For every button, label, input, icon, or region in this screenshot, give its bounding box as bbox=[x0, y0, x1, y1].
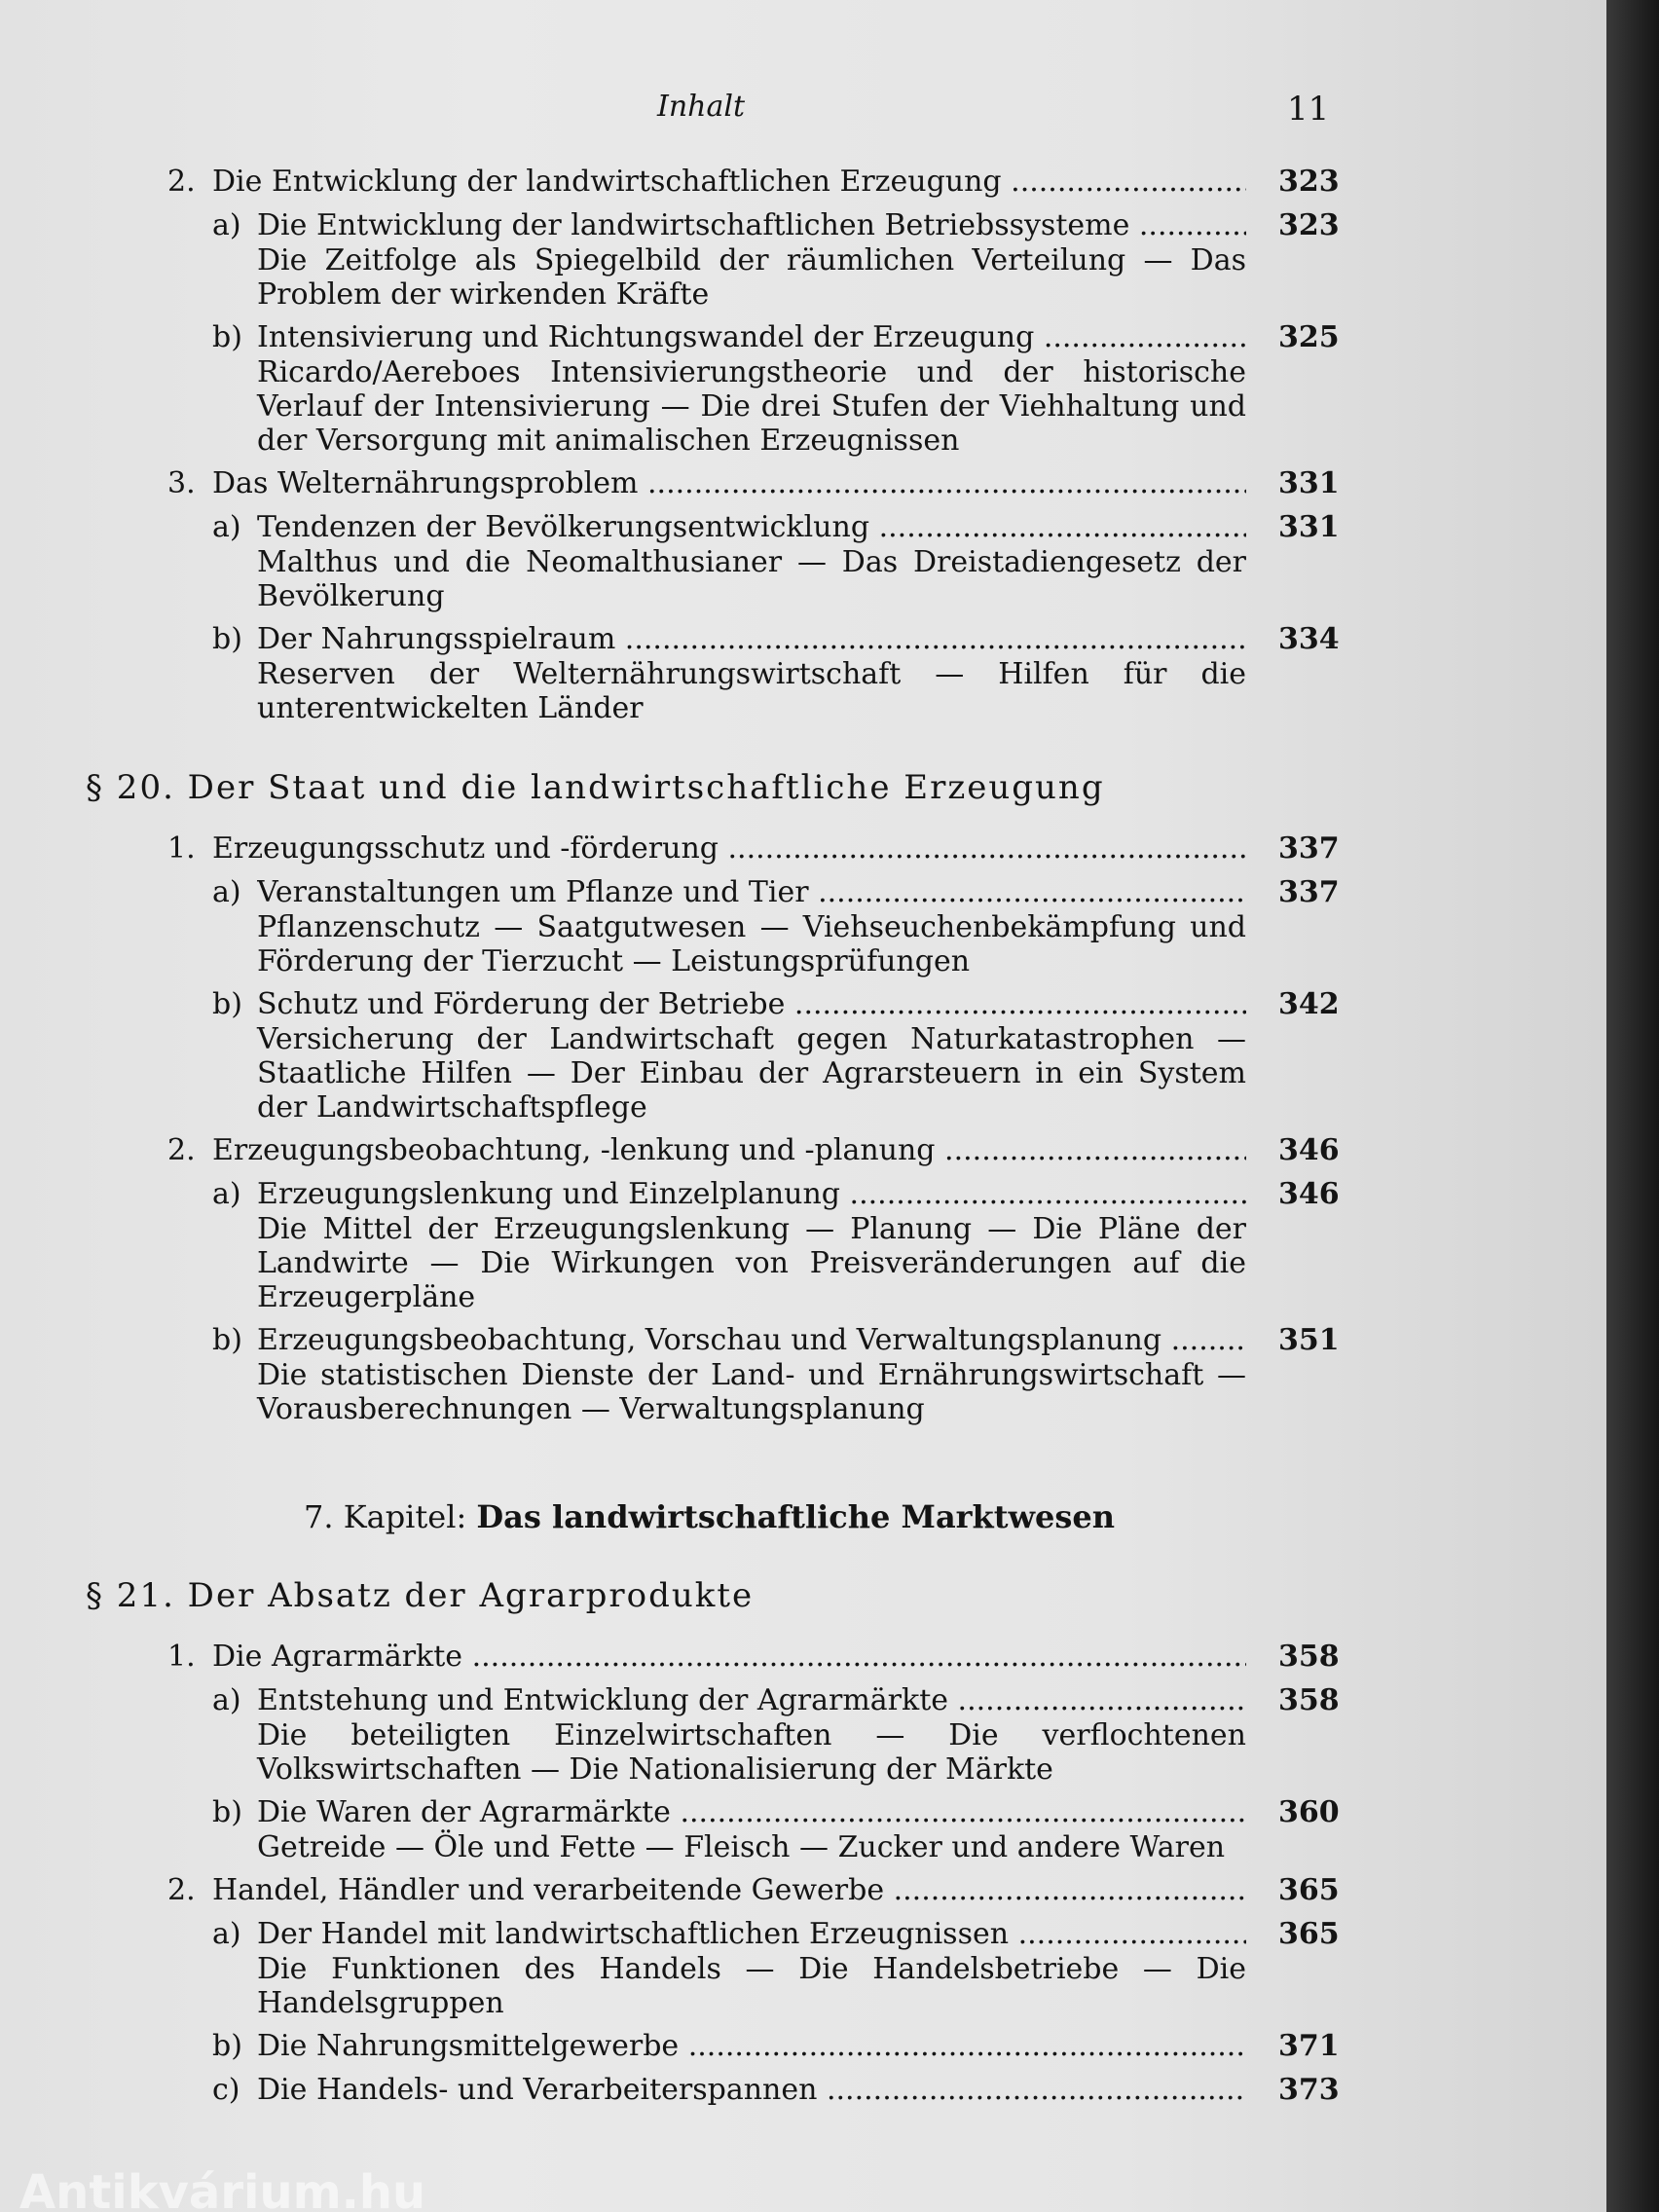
entry-title: Erzeugungsbeobachtung, Vorschau und Verwaltungsplanung ..... bbox=[257, 1322, 1246, 1358]
entry-page: 337 bbox=[1278, 831, 1340, 866]
entry-page: 365 bbox=[1278, 1917, 1340, 1951]
toc-entry bbox=[0, 1639, 1606, 1675]
entry-number: 2. bbox=[167, 1873, 196, 1907]
entry-number: a) bbox=[212, 208, 241, 242]
entry-description: Reserven der Welternährungswirtschaft — Hilfen für die unterentwickelten Länder bbox=[257, 657, 1246, 725]
entry-title: Erzeugungslenkung und Einzelplanung ..... bbox=[257, 1176, 1246, 1212]
entry-number: 2. bbox=[167, 1133, 196, 1167]
toc-entry bbox=[0, 164, 1606, 200]
entry-title: Das Welternährungsproblem ..... bbox=[212, 465, 1246, 501]
entry-title: Intensivierung und Richtungswandel der Erzeugung ..... bbox=[257, 319, 1246, 355]
entry-title: Entstehung und Entwicklung der Agrarmärkte ..... bbox=[257, 1682, 1246, 1718]
entry-title: Die Entwicklung der landwirtschaftlichen Erzeugung ..... bbox=[212, 164, 1246, 200]
entry-title: Die Handels- und Verarbeiterspannen ..... bbox=[257, 2072, 1246, 2108]
entry-page: 351 bbox=[1278, 1323, 1340, 1357]
entry-page: 334 bbox=[1278, 622, 1340, 656]
chapter-title: Das landwirtschaftliche Marktwesen bbox=[476, 1498, 1116, 1535]
chapter-heading bbox=[304, 1493, 1606, 1541]
entry-title: Die Nahrungsmittelgewerbe ..... bbox=[257, 2028, 1246, 2064]
entry-description: Getreide — Öle und Fette — Fleisch — Zucker und andere Waren bbox=[257, 1830, 1226, 1864]
entry-number: c) bbox=[212, 2073, 240, 2107]
toc-subentry bbox=[0, 2072, 1606, 2108]
entry-description: Die statistischen Dienste der Land- und Ernährungswirtschaft — Vorausberechnungen — Verwaltungsplanung bbox=[257, 1358, 1246, 1426]
chapter-label: 7. Kapitel: bbox=[304, 1498, 467, 1535]
toc-entry bbox=[0, 1132, 1606, 1168]
entry-page: 346 bbox=[1278, 1177, 1340, 1211]
section-heading: § 21. Der Absatz der Agrarprodukte bbox=[86, 1576, 755, 1615]
entry-page: 358 bbox=[1278, 1640, 1340, 1674]
entry-number: a) bbox=[212, 1177, 241, 1211]
running-title: Inhalt bbox=[657, 90, 746, 124]
entry-title: Der Nahrungsspielraum ..... bbox=[257, 621, 1246, 657]
toc-subentry bbox=[0, 1682, 1606, 1718]
entry-number: a) bbox=[212, 1917, 241, 1951]
toc-subentry bbox=[0, 1322, 1606, 1358]
entry-page: 360 bbox=[1278, 1795, 1340, 1829]
toc-subentry bbox=[0, 1176, 1606, 1212]
entry-description: Versicherung der Landwirtschaft gegen Naturkatastrophen — Staatliche Hilfen — Der Einbau der Agrarsteuern in ein System der Landwirtschaftspflege bbox=[257, 1022, 1246, 1124]
entry-title: Handel, Händler und verarbeitende Gewerbe ..... bbox=[212, 1872, 1246, 1908]
entry-description: Die Mittel der Erzeugungslenkung — Planung — Die Pläne der Landwirte — Die Wirkungen von Preisveränderungen auf die Erzeugerpläne bbox=[257, 1212, 1246, 1314]
toc-subentry bbox=[0, 986, 1606, 1022]
entry-page: 365 bbox=[1278, 1873, 1340, 1907]
entry-page: 325 bbox=[1278, 320, 1340, 354]
book-spine-shadow bbox=[1606, 0, 1659, 2212]
toc-entry bbox=[0, 830, 1606, 866]
entry-title: Schutz und Förderung der Betriebe ..... bbox=[257, 986, 1246, 1022]
entry-number: 2. bbox=[167, 165, 196, 199]
toc-subentry bbox=[0, 1794, 1606, 1830]
entry-title: Erzeugungsbeobachtung, -lenkung und -planung ..... bbox=[212, 1132, 1246, 1168]
page-number: 11 bbox=[1287, 90, 1330, 129]
entry-description: Ricardo/Aereboes Intensivierungstheorie und der historische Verlauf der Intensivierung — Die drei Stufen der Viehhaltung und der Versorgung mit animalischen Erzeugnissen bbox=[257, 355, 1246, 458]
entry-page: 358 bbox=[1278, 1683, 1340, 1717]
toc-entry bbox=[0, 465, 1606, 501]
entry-number: b) bbox=[212, 1795, 242, 1829]
entry-description: Pflanzenschutz — Saatgutwesen — Viehseuchenbekämpfung und Förderung der Tierzucht — Leistungsprüfungen bbox=[257, 910, 1246, 978]
entry-page: 323 bbox=[1278, 165, 1340, 199]
entry-page: 346 bbox=[1278, 1133, 1340, 1167]
entry-page: 337 bbox=[1278, 875, 1340, 909]
entry-number: 3. bbox=[167, 466, 196, 500]
entry-page: 331 bbox=[1278, 510, 1340, 544]
entry-number: b) bbox=[212, 1323, 242, 1357]
entry-number: b) bbox=[212, 320, 242, 354]
toc-entry bbox=[0, 1872, 1606, 1908]
entry-title: Die Agrarmärkte ..... bbox=[212, 1639, 1246, 1675]
entry-title: Die Waren der Agrarmärkte ..... bbox=[257, 1794, 1246, 1830]
entry-page: 342 bbox=[1278, 987, 1340, 1021]
entry-number: b) bbox=[212, 2029, 242, 2063]
toc-subentry bbox=[0, 207, 1606, 243]
entry-description: Malthus und die Neomalthusianer — Das Dreistadiengesetz der Bevölkerung bbox=[257, 545, 1246, 613]
entry-number: 1. bbox=[167, 1640, 196, 1674]
entry-description: Die beteiligten Einzelwirtschaften — Die verflochtenen Volkswirtschaften — Die Nationalisierung der Märkte bbox=[257, 1718, 1246, 1787]
entry-title: Der Handel mit landwirtschaftlichen Erzeugnissen ..... bbox=[257, 1916, 1246, 1952]
entry-title: Tendenzen der Bevölkerungsentwicklung ..... bbox=[257, 509, 1246, 545]
entry-page: 371 bbox=[1278, 2029, 1340, 2063]
entry-number: a) bbox=[212, 875, 241, 909]
entry-description: Die Funktionen des Handels — Die Handelsbetriebe — Die Handelsgruppen bbox=[257, 1952, 1246, 2020]
entry-number: 1. bbox=[167, 831, 196, 866]
toc-subentry bbox=[0, 509, 1606, 545]
running-header bbox=[0, 90, 1606, 129]
watermark: Antikvárium.hu bbox=[19, 2165, 426, 2212]
entry-title: Erzeugungsschutz und -förderung ..... bbox=[212, 830, 1246, 866]
table-of-contents bbox=[0, 164, 1606, 2108]
entry-page: 331 bbox=[1278, 466, 1340, 500]
toc-subentry bbox=[0, 874, 1606, 910]
entry-description: Die Zeitfolge als Spiegelbild der räumlichen Verteilung — Das Problem der wirkenden Kräfte bbox=[257, 243, 1246, 312]
entry-number: b) bbox=[212, 987, 242, 1021]
entry-number: a) bbox=[212, 510, 241, 544]
entry-number: a) bbox=[212, 1683, 241, 1717]
entry-page: 373 bbox=[1278, 2073, 1340, 2107]
toc-subentry bbox=[0, 319, 1606, 355]
toc-subentry bbox=[0, 621, 1606, 657]
entry-page: 323 bbox=[1278, 208, 1340, 242]
toc-subentry bbox=[0, 1916, 1606, 1952]
entry-title: Veranstaltungen um Pflanze und Tier ..... bbox=[257, 874, 1246, 910]
entry-number: b) bbox=[212, 622, 242, 656]
entry-title: Die Entwicklung der landwirtschaftlichen Betriebssysteme ..... bbox=[257, 207, 1246, 243]
section-heading: § 20. Der Staat und die landwirtschaftliche Erzeugung bbox=[86, 768, 1105, 807]
toc-subentry bbox=[0, 2028, 1606, 2064]
